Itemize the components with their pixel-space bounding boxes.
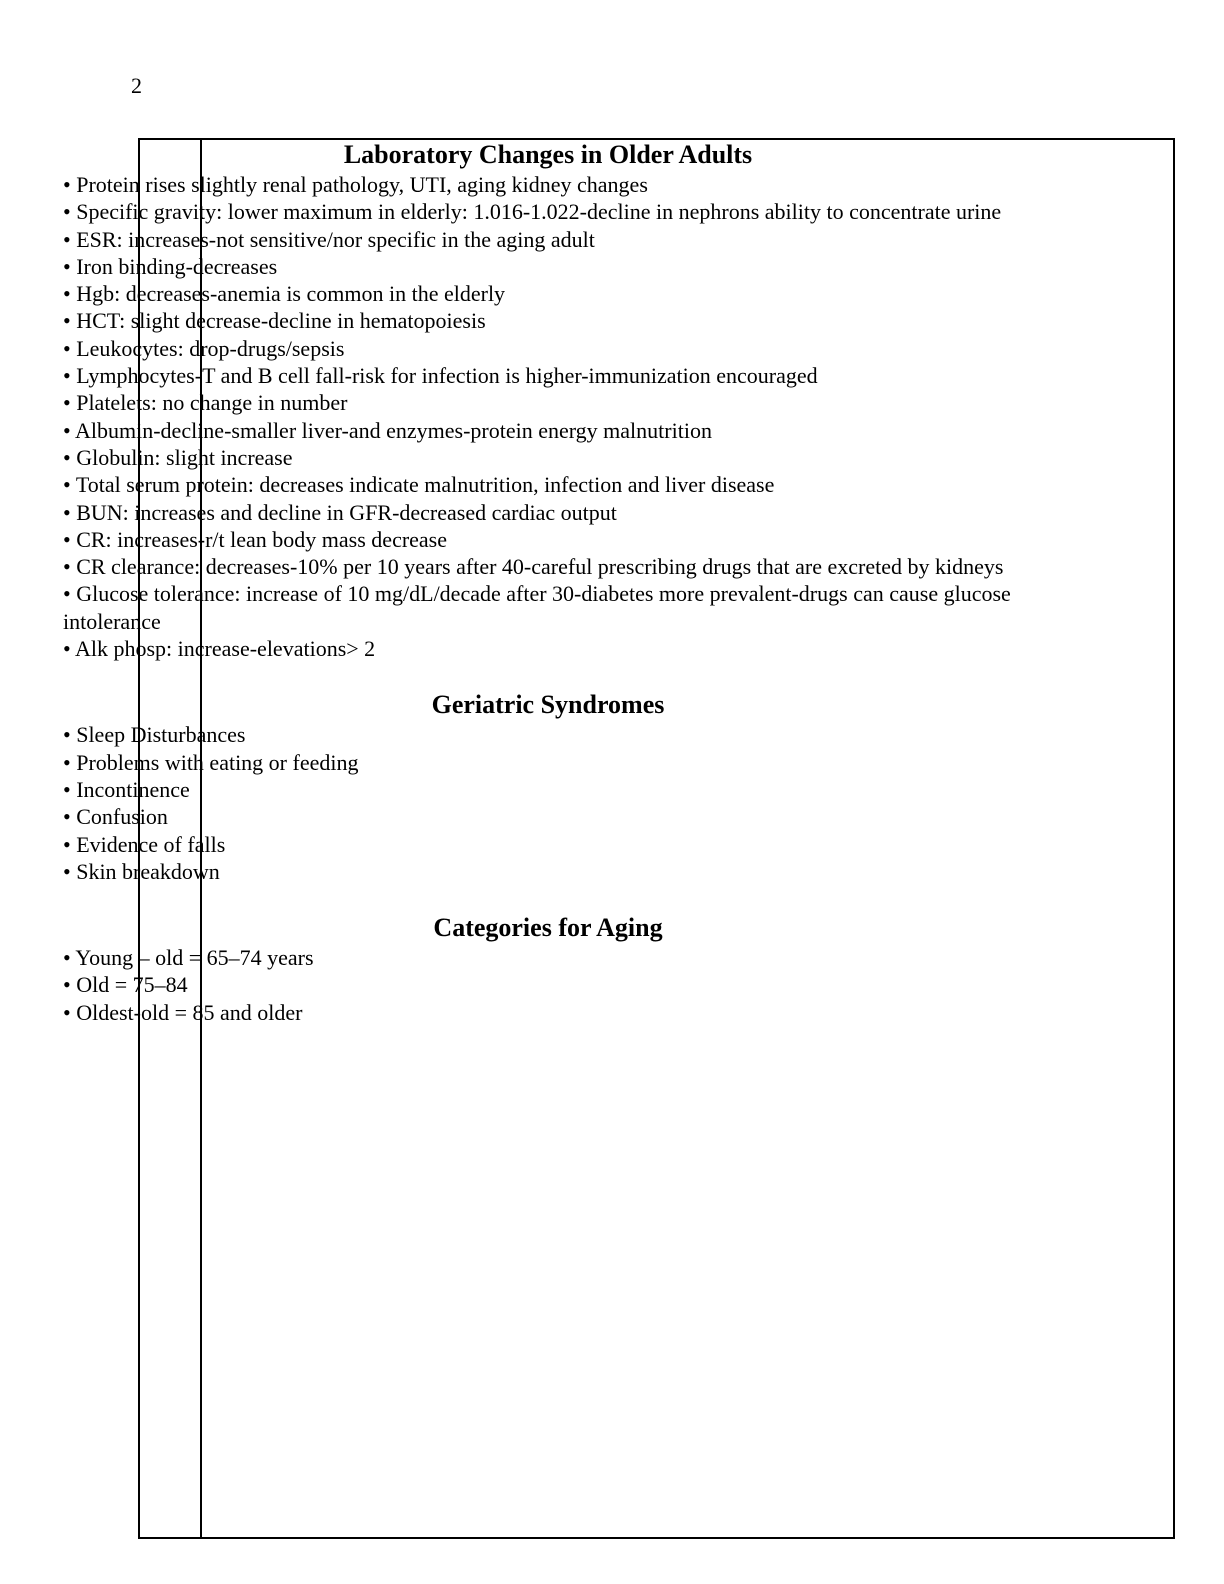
list-item [63,362,1033,389]
list-item-text: CR clearance: decreases-10% per 10 years after 40-careful prescribing drugs that are excreted by kidneys [76,554,1004,580]
bullet-icon: • [63,472,71,498]
list-item [63,471,1033,498]
bullet-icon: • [63,363,71,389]
list-item-text: BUN: increases and decline in GFR-decreased cardiac output [76,499,617,525]
list-item [63,858,1033,885]
bullet-icon: • [63,499,71,525]
list-item-text: Albumin-decline-smaller liver-and enzymes-protein energy malnutrition [75,417,712,443]
bullet-icon: • [63,226,71,252]
aging-categories-section [63,912,1033,1026]
bullet-icon: • [63,749,71,775]
list-item [63,776,1033,803]
list-item-text: Leukocytes: drop-drugs/sepsis [76,335,345,361]
bullet-icon: • [63,722,71,748]
bullet-icon: • [63,335,71,361]
bullet-icon: • [63,444,71,470]
list-item [63,499,1033,526]
list-item-text: Confusion [76,804,168,830]
bullet-icon: • [63,636,71,662]
list-item [63,226,1033,253]
list-item [63,971,1033,998]
list-item-text: Platelets: no change in number [76,390,348,416]
list-item-text: Sleep Disturbances [76,722,246,748]
list-item-text: Total serum protein: decreases indicate malnutrition, infection and liver disease [75,472,775,498]
list-item-text: Specific gravity: lower maximum in elderly: 1.016-1.022-decline in nephrons ability to concentrate urine [76,199,1002,225]
list-item [63,253,1033,280]
list-item-text: ESR: increases-not sensitive/nor specific in the aging adult [76,226,595,252]
bullet-icon: • [63,390,71,416]
list-item-text: Protein rises slightly renal pathology, UTI, aging kidney changes [76,172,648,197]
list-item-text: Oldest-old = 85 and older [76,999,303,1025]
list-item [63,831,1033,858]
bullet-icon: • [63,776,71,802]
list-item [63,553,1033,580]
bullet-list [63,721,1033,885]
list-item [63,389,1033,416]
section-title: Categories for Aging [433,913,663,943]
list-item [63,444,1033,471]
list-item-text: Lymphocytes-T and B cell fall-risk for infection is higher-immunization encouraged [76,363,818,389]
lab-changes-section [63,139,1033,662]
list-item-text: Iron binding-decreases [76,253,278,279]
list-item-text: CR: increases-r/t lean body mass decrease [76,526,448,552]
list-item-text: Incontinence [76,776,190,802]
list-item-text: Problems with eating or feeding [76,749,359,775]
list-item [63,335,1033,362]
list-item-text: Young – old = 65–74 years [75,945,314,971]
list-item [63,999,1033,1026]
list-item-text: Globulin: slight increase [76,444,293,470]
bullet-icon: • [63,526,71,552]
bullet-icon: • [63,172,71,197]
list-item [63,198,1033,225]
list-item [63,307,1033,334]
list-item [63,171,1033,198]
content-column [63,139,1033,1026]
page-number: 2 [131,73,142,98]
list-item [63,417,1033,444]
list-item [63,280,1033,307]
bullet-list [63,944,1033,1026]
bullet-icon: • [63,554,71,580]
bullet-icon: • [63,417,71,443]
bullet-icon: • [63,804,71,830]
list-item [63,526,1033,553]
list-item [63,749,1033,776]
bullet-icon: • [63,972,71,998]
bullet-icon: • [63,308,71,334]
list-item-text: Evidence of falls [76,831,226,857]
list-item [63,803,1033,830]
bullet-icon: • [63,281,71,307]
bullet-icon: • [63,945,71,971]
bullet-list [63,171,1033,662]
list-item [63,635,1033,662]
bullet-icon: • [63,999,71,1025]
list-item-text: Skin breakdown [76,858,220,884]
section-title: Laboratory Changes in Older Adults [343,140,753,169]
list-item-text: Glucose tolerance: increase of 10 mg/dL/decade after 30-diabetes more prevalent-drugs can cause glucose intolerance [63,581,1011,634]
section-title: Geriatric Syndromes [431,690,665,720]
bullet-icon: • [63,581,71,607]
bullet-icon: • [63,199,71,225]
bullet-icon: • [63,253,71,279]
list-item-text: HCT: slight decrease-decline in hematopoiesis [76,308,486,334]
geriatric-syndromes-section [63,689,1033,885]
list-item-text: Hgb: decreases-anemia is common in the elderly [76,281,506,307]
bullet-icon: • [63,858,71,884]
list-item-text: Alk phosp: increase-elevations> 2 [75,636,376,662]
list-item [63,944,1033,971]
bullet-icon: • [63,831,71,857]
list-item-text: Old = 75–84 [76,972,188,998]
list-item [63,721,1033,748]
list-item [63,580,1033,635]
